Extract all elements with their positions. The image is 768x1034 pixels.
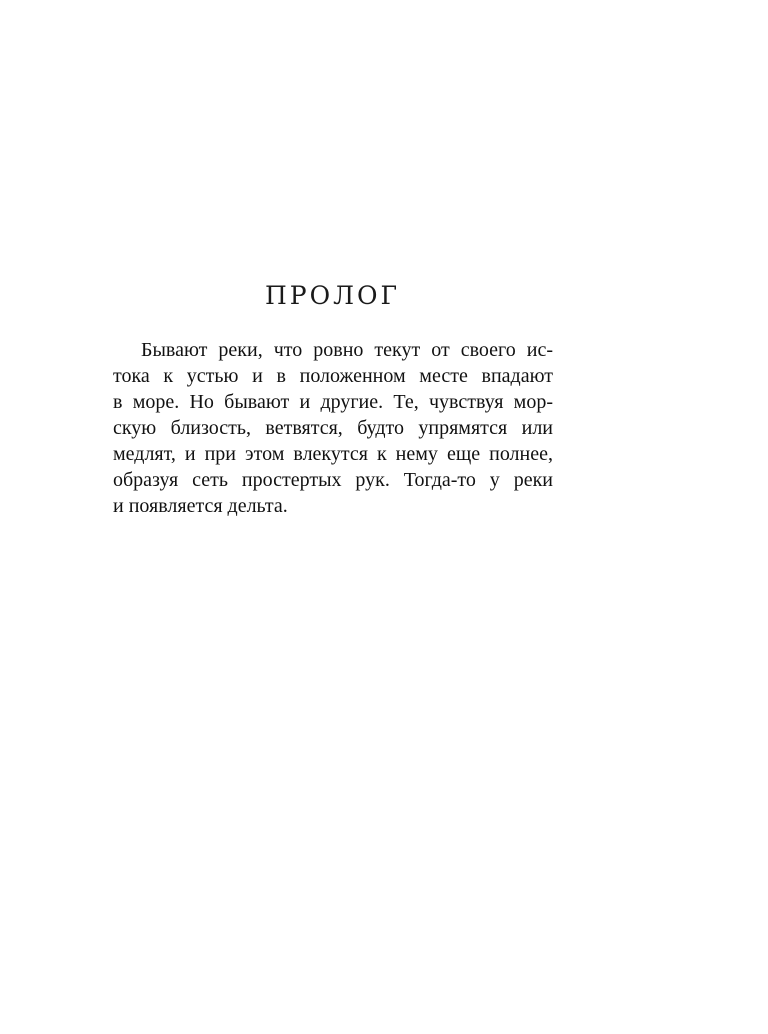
paragraph-line: образуя сеть простертых рук. Тогда-то у реки [113,469,553,491]
prologue-paragraph [113,337,553,519]
chapter-title: ПРОЛОГ [264,281,401,310]
paragraph-line: скую близость, ветвятся, будто упрямятся или [113,417,553,439]
paragraph-line: в море. Но бывают и другие. Те, чувствуя мор- [113,391,553,413]
paragraph-line: медлят, и при этом влекутся к нему еще полнее, [113,443,553,465]
paragraph-line: и появляется дельта. [113,495,288,517]
paragraph-line: Бывают реки, что ровно текут от своего ис- [141,339,553,361]
paragraph-line: тока к устью и в положенном месте впадают [113,365,553,387]
